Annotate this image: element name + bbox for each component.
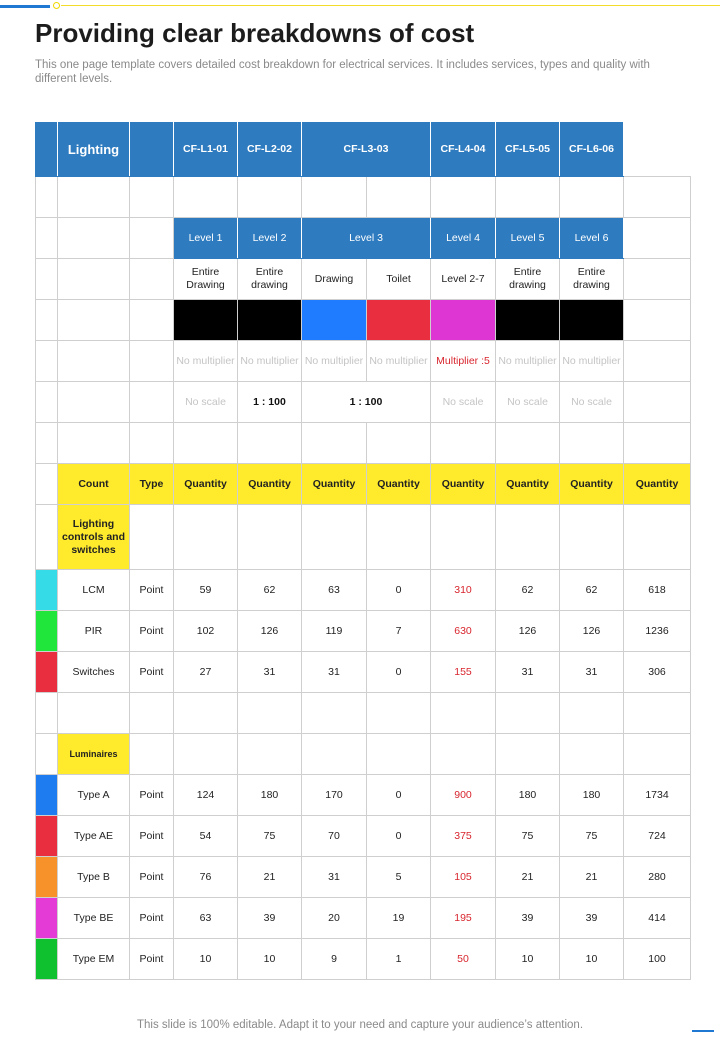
table-row (36, 857, 691, 898)
row-value: 21 (496, 857, 560, 898)
table-cell (560, 734, 624, 775)
scale-label: 1 : 100 (238, 382, 302, 423)
row-value: 126 (496, 611, 560, 652)
row-value: 75 (238, 816, 302, 857)
section-luminaires-label: Luminaires (58, 734, 130, 775)
row-value: 155 (431, 652, 496, 693)
table-cell (130, 505, 174, 570)
table-row (36, 816, 691, 857)
row-value: 10 (496, 939, 560, 980)
table-cell (130, 423, 174, 464)
table-cell (560, 177, 624, 218)
row-name: Switches (58, 652, 130, 693)
table-cell (238, 693, 302, 734)
row-value: 7 (367, 611, 431, 652)
header-category: Lighting (58, 123, 130, 177)
row-value: 170 (302, 775, 367, 816)
drawing-label: Entire drawing (560, 259, 624, 300)
row-type: Point (130, 611, 174, 652)
table-cell (238, 177, 302, 218)
color-swatch (238, 300, 302, 341)
row-value: 900 (431, 775, 496, 816)
table-cell (130, 177, 174, 218)
table-row (36, 652, 691, 693)
row-name: Type AE (58, 816, 130, 857)
table-cell (130, 382, 174, 423)
row-name: Type BE (58, 898, 130, 939)
row-total: 618 (624, 570, 691, 611)
row-color-marker (36, 775, 58, 816)
row-value: 70 (302, 816, 367, 857)
table-cell (431, 734, 496, 775)
table-cell (130, 693, 174, 734)
row-name: Type EM (58, 939, 130, 980)
scale-label: No scale (496, 382, 560, 423)
table-cell (624, 423, 691, 464)
table-cell (367, 693, 431, 734)
header-code: CF-L1-01 (174, 123, 238, 177)
table-cell (624, 218, 691, 259)
row-total: 414 (624, 898, 691, 939)
table-cell (496, 693, 560, 734)
row-color-marker (36, 570, 58, 611)
multiplier-label: No multiplier (496, 341, 560, 382)
row-value: 126 (560, 611, 624, 652)
row-color-marker (36, 898, 58, 939)
scale-row (36, 382, 691, 423)
row-name: Type A (58, 775, 130, 816)
table-cell (367, 423, 431, 464)
side-cell (36, 218, 58, 259)
scale-label: No scale (560, 382, 624, 423)
quantity-header: Quantity (174, 464, 238, 505)
color-swatch (367, 300, 431, 341)
side-cell (36, 300, 58, 341)
row-total: 280 (624, 857, 691, 898)
drawing-label: Toilet (367, 259, 431, 300)
row-value: 10 (174, 939, 238, 980)
row-value: 62 (238, 570, 302, 611)
row-value: 5 (367, 857, 431, 898)
row-value: 75 (496, 816, 560, 857)
row-value: 62 (496, 570, 560, 611)
table-cell (58, 423, 130, 464)
table-cell (560, 693, 624, 734)
row-value: 76 (174, 857, 238, 898)
table-cell (302, 693, 367, 734)
row-value: 310 (431, 570, 496, 611)
row-value: 375 (431, 816, 496, 857)
row-value: 0 (367, 775, 431, 816)
table-cell (174, 423, 238, 464)
row-color-marker (36, 611, 58, 652)
multiplier-label: No multiplier (174, 341, 238, 382)
row-type: Point (130, 898, 174, 939)
table-cell (624, 341, 691, 382)
row-value: 20 (302, 898, 367, 939)
row-value: 31 (238, 652, 302, 693)
row-total: 1236 (624, 611, 691, 652)
scale-label: No scale (431, 382, 496, 423)
multiplier-label: No multiplier (560, 341, 624, 382)
section-luminaires-row (36, 734, 691, 775)
row-value: 39 (560, 898, 624, 939)
drawing-label: Entire Drawing (174, 259, 238, 300)
side-cell (36, 382, 58, 423)
table-cell (431, 423, 496, 464)
color-swatch (496, 300, 560, 341)
color-swatch (431, 300, 496, 341)
row-color-marker (36, 816, 58, 857)
row-type: Point (130, 816, 174, 857)
multiplier-label: No multiplier (367, 341, 431, 382)
multiplier-label: No multiplier (238, 341, 302, 382)
table-cell (58, 259, 130, 300)
scale-label: No scale (174, 382, 238, 423)
row-value: 63 (302, 570, 367, 611)
table-row (36, 939, 691, 980)
row-value: 126 (238, 611, 302, 652)
header-code: CF-L3-03 (302, 123, 431, 177)
side-cell (36, 734, 58, 775)
row-value: 19 (367, 898, 431, 939)
row-color-marker (36, 857, 58, 898)
side-cell (36, 423, 58, 464)
table-cell (496, 177, 560, 218)
row-type: Point (130, 857, 174, 898)
level-label: Level 4 (431, 218, 496, 259)
side-cell (36, 259, 58, 300)
quantity-header: Quantity (624, 464, 691, 505)
table-cell (367, 734, 431, 775)
header-type-cell (130, 123, 174, 177)
table-cell (174, 505, 238, 570)
drawing-label: Entire drawing (238, 259, 302, 300)
row-value: 31 (302, 652, 367, 693)
row-name: Type B (58, 857, 130, 898)
table-cell (238, 505, 302, 570)
table-cell (174, 734, 238, 775)
row-value: 50 (431, 939, 496, 980)
section-controls-label: Lighting controls and switches (58, 505, 130, 570)
row-value: 102 (174, 611, 238, 652)
table-row (36, 775, 691, 816)
level-label: Level 3 (302, 218, 431, 259)
row-value: 31 (302, 857, 367, 898)
row-type: Point (130, 652, 174, 693)
table-cell (58, 382, 130, 423)
quantity-header: Quantity (367, 464, 431, 505)
color-swatch (560, 300, 624, 341)
table-cell (624, 382, 691, 423)
table-cell (238, 734, 302, 775)
row-value: 180 (496, 775, 560, 816)
table-cell (130, 734, 174, 775)
row-type: Point (130, 939, 174, 980)
row-value: 105 (431, 857, 496, 898)
row-type: Point (130, 775, 174, 816)
header-code: CF-L5-05 (496, 123, 560, 177)
page-title: Providing clear breakdowns of cost (35, 18, 475, 48)
page-subtitle: This one page template covers detailed cost breakdown for electrical services. It includes services, types and quality with different levels. (35, 59, 650, 85)
row-type: Point (130, 570, 174, 611)
table-cell (624, 300, 691, 341)
row-value: 10 (560, 939, 624, 980)
row-total: 100 (624, 939, 691, 980)
section-controls-row (36, 505, 691, 570)
row-name: PIR (58, 611, 130, 652)
table-cell (58, 341, 130, 382)
table-cell (302, 734, 367, 775)
header-side-cell (36, 123, 58, 177)
multiplier-row (36, 341, 691, 382)
column-header-row (36, 464, 691, 505)
color-swatch (174, 300, 238, 341)
multiplier-label: Multiplier :5 (431, 341, 496, 382)
table-cell (624, 693, 691, 734)
levels-row (36, 218, 691, 259)
cost-breakdown-table (35, 122, 691, 980)
header-code: CF-L2-02 (238, 123, 302, 177)
row-value: 124 (174, 775, 238, 816)
header-blank-cell (624, 123, 691, 177)
row-value: 75 (560, 816, 624, 857)
corner-accent-bar (692, 1030, 714, 1032)
table-cell (238, 423, 302, 464)
table-cell (302, 423, 367, 464)
level-label: Level 5 (496, 218, 560, 259)
row-total: 1734 (624, 775, 691, 816)
row-value: 31 (496, 652, 560, 693)
row-total: 306 (624, 652, 691, 693)
spacer-row (36, 423, 691, 464)
quantity-header: Quantity (560, 464, 624, 505)
side-cell (36, 693, 58, 734)
table-row (36, 570, 691, 611)
drawings-row (36, 259, 691, 300)
row-value: 21 (560, 857, 624, 898)
row-value: 0 (367, 652, 431, 693)
table-cell (560, 423, 624, 464)
top-accent-bar (0, 5, 50, 8)
quantity-header: Quantity (302, 464, 367, 505)
table-cell (496, 505, 560, 570)
row-value: 0 (367, 570, 431, 611)
row-value: 54 (174, 816, 238, 857)
side-cell (36, 341, 58, 382)
table-cell (130, 341, 174, 382)
table-cell (624, 505, 691, 570)
quantity-header: Quantity (238, 464, 302, 505)
scale-label: 1 : 100 (302, 382, 431, 423)
side-cell (36, 177, 58, 218)
multiplier-label: No multiplier (302, 341, 367, 382)
table-cell (431, 505, 496, 570)
table-cell (302, 177, 367, 218)
row-value: 0 (367, 816, 431, 857)
table-cell (367, 505, 431, 570)
table-cell (130, 300, 174, 341)
header-row (36, 123, 691, 177)
level-label: Level 1 (174, 218, 238, 259)
page-footer: This slide is 100% editable. Adapt it to your need and capture your audience’s attention. (136, 1019, 584, 1031)
spacer-row (36, 177, 691, 218)
row-name: LCM (58, 570, 130, 611)
row-value: 59 (174, 570, 238, 611)
level-label: Level 6 (560, 218, 624, 259)
row-color-marker (36, 652, 58, 693)
header-code: CF-L4-04 (431, 123, 496, 177)
row-value: 39 (496, 898, 560, 939)
table-cell (130, 218, 174, 259)
row-value: 10 (238, 939, 302, 980)
drawing-label: Level 2-7 (431, 259, 496, 300)
table-cell (431, 177, 496, 218)
row-value: 62 (560, 570, 624, 611)
row-value: 180 (560, 775, 624, 816)
row-value: 630 (431, 611, 496, 652)
side-cell (36, 505, 58, 570)
table-cell (496, 423, 560, 464)
table-cell (130, 259, 174, 300)
table-cell (624, 734, 691, 775)
table-cell (174, 177, 238, 218)
spacer-row (36, 693, 691, 734)
table-cell (58, 177, 130, 218)
drawing-label: Entire drawing (496, 259, 560, 300)
table-cell (302, 505, 367, 570)
drawing-label: Drawing (302, 259, 367, 300)
table-cell (58, 218, 130, 259)
header-code: CF-L6-06 (560, 123, 624, 177)
row-value: 63 (174, 898, 238, 939)
side-cell (36, 464, 58, 505)
table-cell (58, 693, 130, 734)
row-value: 195 (431, 898, 496, 939)
row-value: 39 (238, 898, 302, 939)
row-value: 9 (302, 939, 367, 980)
table-row (36, 898, 691, 939)
row-total: 724 (624, 816, 691, 857)
table-row (36, 611, 691, 652)
table-cell (58, 300, 130, 341)
table-cell (367, 177, 431, 218)
table-cell (431, 693, 496, 734)
type-header: Type (130, 464, 174, 505)
table-cell (496, 734, 560, 775)
row-value: 27 (174, 652, 238, 693)
row-value: 119 (302, 611, 367, 652)
quantity-header: Quantity (496, 464, 560, 505)
table-cell (560, 505, 624, 570)
table-cell (624, 177, 691, 218)
row-value: 31 (560, 652, 624, 693)
top-accent-dot (53, 2, 60, 9)
row-color-marker (36, 939, 58, 980)
table-cell (174, 693, 238, 734)
table-cell (624, 259, 691, 300)
quantity-header: Quantity (431, 464, 496, 505)
row-value: 1 (367, 939, 431, 980)
row-value: 21 (238, 857, 302, 898)
color-swatch (302, 300, 367, 341)
row-value: 180 (238, 775, 302, 816)
top-accent-line (61, 5, 720, 6)
count-header: Count (58, 464, 130, 505)
level-label: Level 2 (238, 218, 302, 259)
color-swatch-row (36, 300, 691, 341)
